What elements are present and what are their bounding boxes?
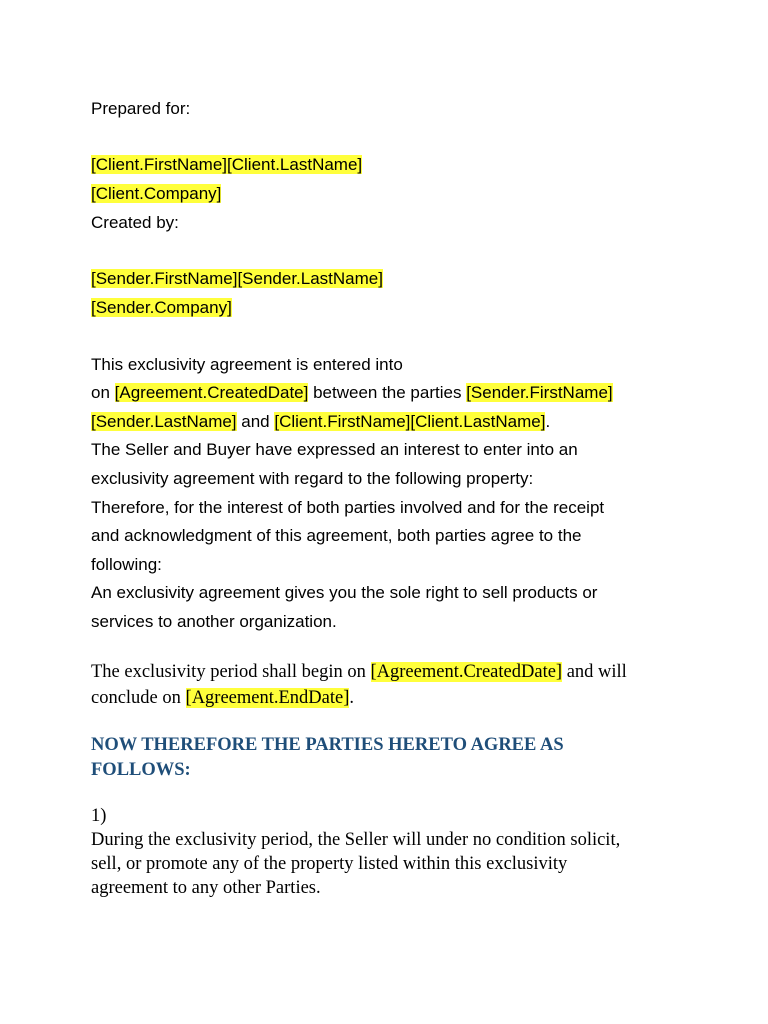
intro-line-8: following: bbox=[91, 555, 162, 574]
sender-name-placeholder: [Sender.FirstName][Sender.LastName] bbox=[91, 269, 383, 288]
period-line-2 bbox=[91, 688, 354, 709]
created-by-label: Created by: bbox=[91, 213, 179, 232]
intro-line-10: services to another organization. bbox=[91, 612, 337, 631]
and-text: and bbox=[236, 412, 275, 431]
client-name-placeholder: [Client.FirstName][Client.LastName] bbox=[91, 155, 363, 174]
intro-line-7: and acknowledgment of this agreement, both parties agree to the bbox=[91, 526, 582, 545]
sender-company-placeholder: [Sender.Company] bbox=[91, 298, 232, 317]
period-created-date-placeholder: [Agreement.CreatedDate] bbox=[370, 662, 563, 682]
intro-line-1: This exclusivity agreement is entered into bbox=[91, 355, 403, 374]
clause-1-number: 1) bbox=[91, 806, 107, 826]
agreement-heading-line-2: FOLLOWS: bbox=[91, 760, 191, 780]
intro-on-text: on bbox=[91, 383, 115, 402]
clause-1-line-2: sell, or promote any of the property listed within this exclusivity bbox=[91, 854, 568, 874]
period-mid-text: and will bbox=[562, 662, 627, 682]
period-line-1 bbox=[91, 662, 627, 683]
intro-line-4: The Seller and Buyer have expressed an interest to enter into an bbox=[91, 440, 578, 459]
clause-1-line-1: During the exclusivity period, the Seller will under no condition solicit, bbox=[91, 830, 621, 850]
end-date-placeholder: [Agreement.EndDate] bbox=[185, 688, 350, 708]
period-end-text: . bbox=[349, 688, 355, 708]
client-name-line bbox=[91, 155, 362, 175]
intro-line-3 bbox=[91, 412, 550, 432]
clause-1-line-3: agreement to any other Parties. bbox=[91, 878, 321, 898]
created-date-placeholder: [Agreement.CreatedDate] bbox=[114, 383, 309, 402]
sender-last-placeholder: [Sender.LastName] bbox=[91, 412, 237, 431]
intro-line-2 bbox=[91, 383, 613, 403]
period-text: . bbox=[545, 412, 551, 431]
agreement-heading-line-1: NOW THEREFORE THE PARTIES HERETO AGREE AS bbox=[91, 735, 564, 755]
intro-line-6: Therefore, for the interest of both parties involved and for the receipt bbox=[91, 498, 605, 517]
between-parties-text: between the parties bbox=[308, 383, 467, 402]
client-company-placeholder: [Client.Company] bbox=[91, 184, 222, 203]
sender-first-placeholder: [Sender.FirstName] bbox=[466, 383, 613, 402]
sender-company-line bbox=[91, 298, 232, 318]
intro-line-9: An exclusivity agreement gives you the sole right to sell products or bbox=[91, 583, 598, 602]
sender-name-line bbox=[91, 269, 383, 289]
client-company-line bbox=[91, 184, 221, 204]
prepared-for-label: Prepared for: bbox=[91, 99, 191, 118]
client-name-inline-placeholder: [Client.FirstName][Client.LastName] bbox=[274, 412, 546, 431]
conclude-on-text: conclude on bbox=[91, 688, 186, 708]
period-prefix-text: The exclusivity period shall begin on bbox=[91, 662, 371, 682]
intro-line-5: exclusivity agreement with regard to the following property: bbox=[91, 469, 534, 488]
